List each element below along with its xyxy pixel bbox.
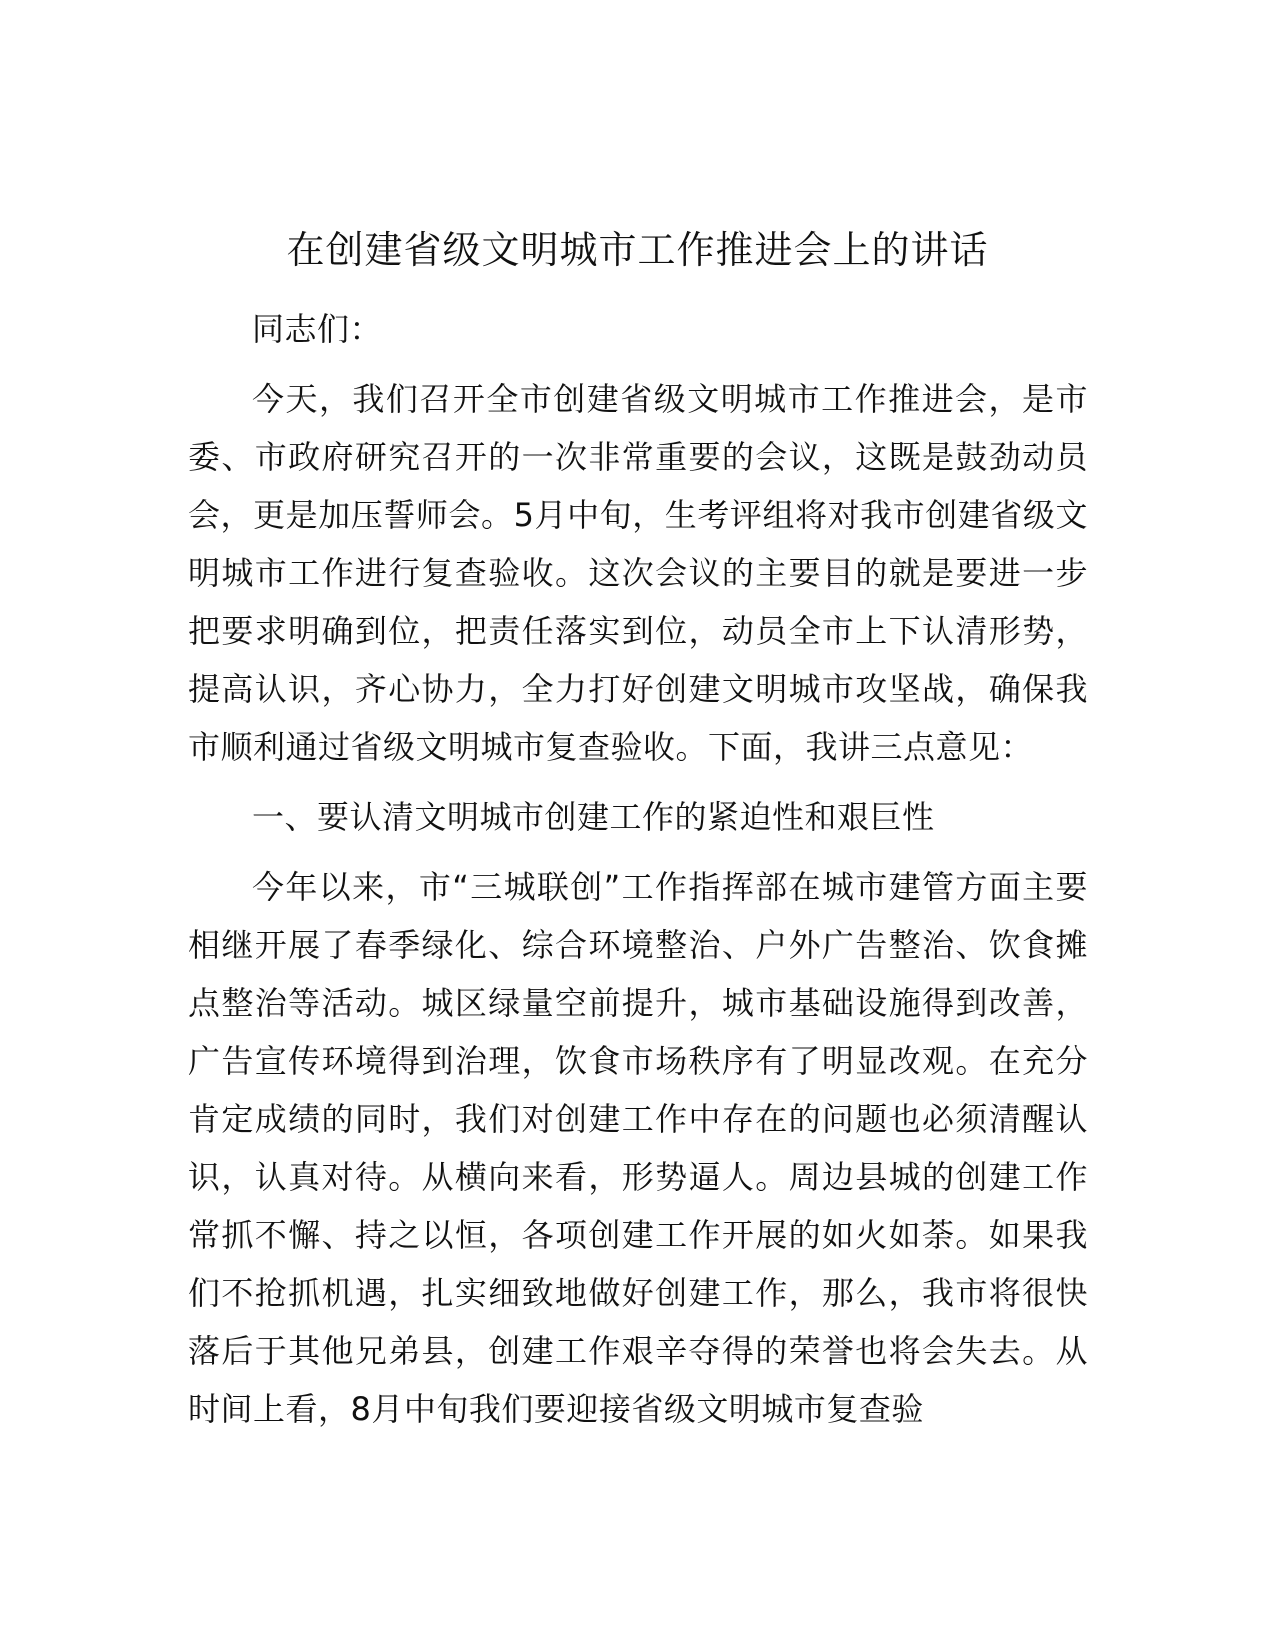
paragraph-intro: 今天，我们召开全市创建省级文明城市工作推进会，是市委、市政府研究召开的一次非常重要的会议，这既是鼓劲动员会，更是加压誓师会。5月中旬，生考评组将对我市创建省级文明城市工作进行复查验收。这次会议的主要目的就是要进一步把要求明确到位，把责任落实到位，动员全市上下认清形势，提高认识，齐心协力，全力打好创建文明城市攻坚战，确保我市顺利通过省级文明城市复查验收。下面，我讲三点意见： — [188, 380, 1088, 766]
section-heading-1: 一、要认清文明城市创建工作的紧迫性和艰巨性 — [252, 798, 935, 836]
salutation: 同志们： — [252, 310, 383, 348]
paragraph-section-1: 今年以来，市“三城联创”工作指挥部在城市建管方面主要相继开展了春季绿化、综合环境整治、户外广告整治、饮食摊点整治等活动。城区绿量空前提升，城市基础设施得到改善，广告宣传环境得到治理，饮食市场秩序有了明显改观。在充分肯定成绩的同时，我们对创建工作中存在的问题也必须清醒认识，认真对待。从横向来看，形势逼人。周边县城的创建工作常抓不懈、持之以恒，各项创建工作开展的如火如荼。如果我们不抢抓机遇，扎实细致地做好创建工作，那么，我市将很快落后于其他兄弟县，创建工作艰辛夺得的荣誉也将会失去。从时间上看，8月中旬我们要迎接省级文明城市复查验 — [188, 868, 1088, 1428]
document-body — [188, 300, 1088, 1438]
document-title: 在创建省级文明城市工作推进会上的讲话 — [286, 228, 989, 272]
